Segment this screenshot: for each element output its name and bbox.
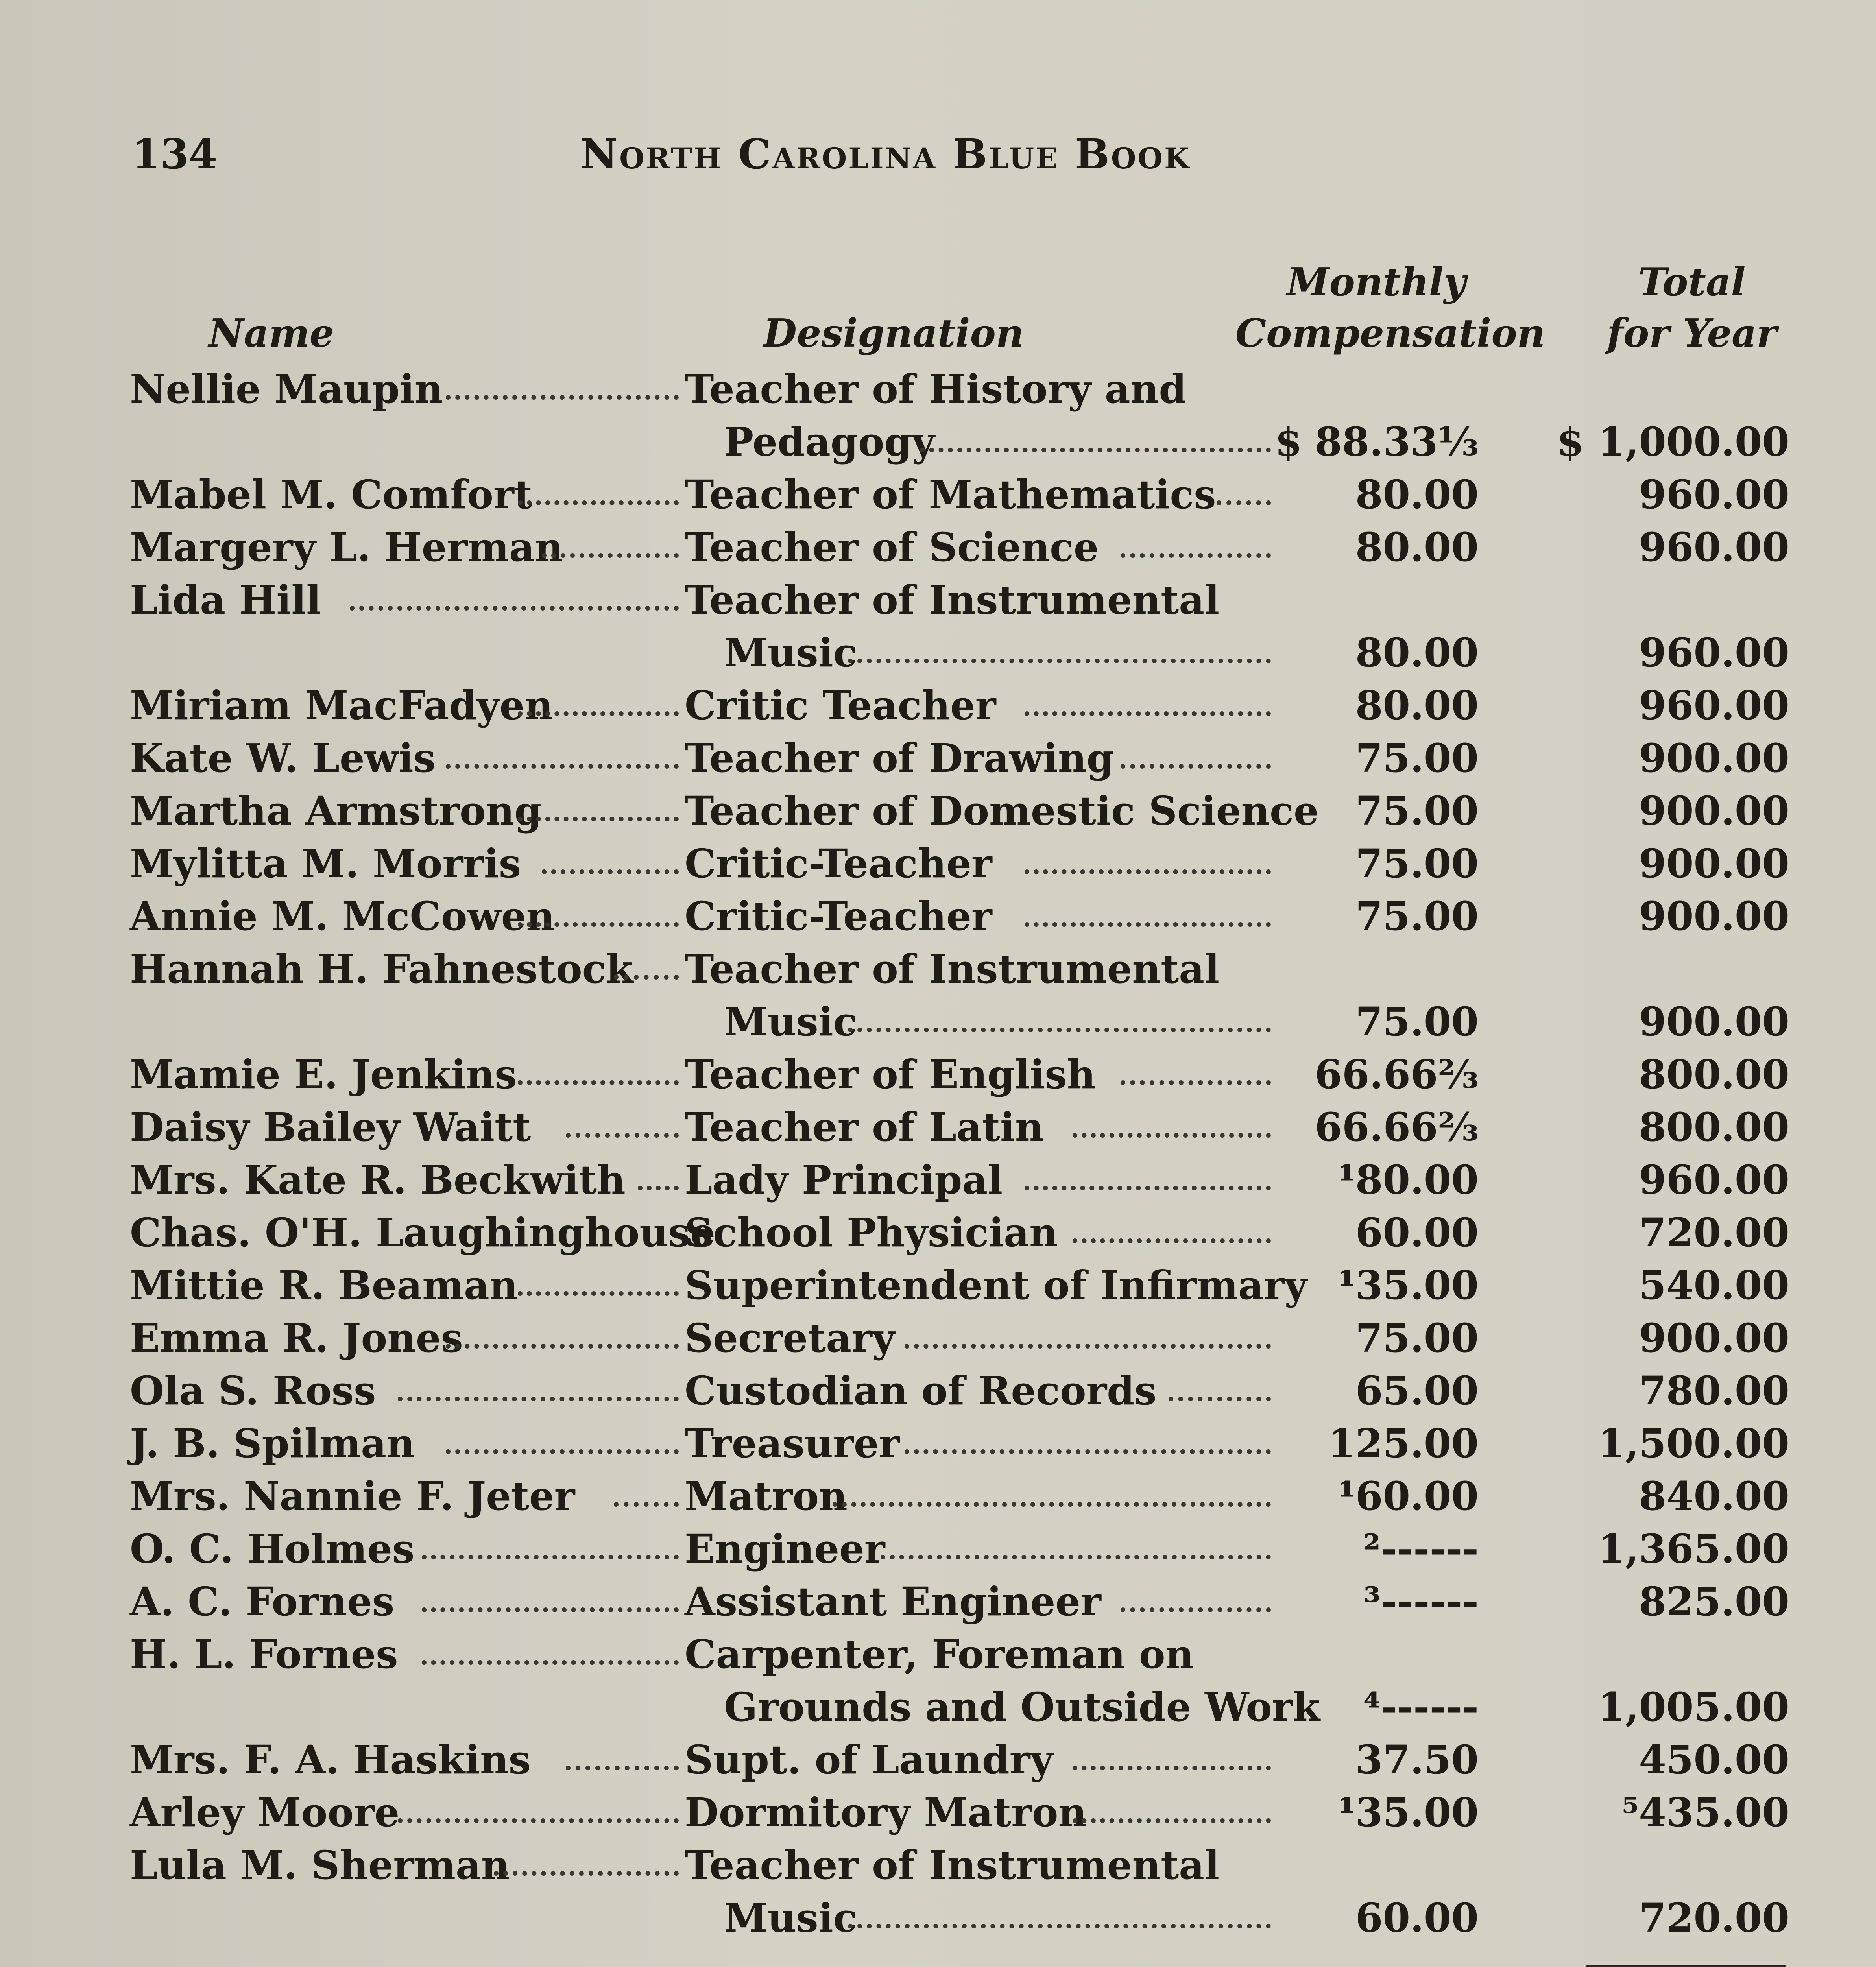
designation-leader	[1073, 1238, 1271, 1243]
staff-row	[0, 893, 1876, 946]
designation-leader	[1169, 1397, 1271, 1401]
staff-row	[0, 1157, 1876, 1209]
staff-designation: Dormitory Matron	[685, 1789, 1087, 1836]
staff-row	[0, 1315, 1876, 1367]
name-leader	[518, 817, 679, 821]
total-for-year: 1,500.00	[1597, 1420, 1789, 1467]
staff-row	[0, 1789, 1876, 1842]
staff-designation-continued: Music	[724, 1895, 857, 1941]
col-header-monthly-1: Monthly	[1287, 260, 1466, 305]
designation-leader	[848, 1924, 1271, 1928]
staff-name: J. B. Spilman	[130, 1420, 415, 1467]
staff-row-continued	[0, 998, 1876, 1051]
monthly-compensation: 75.00	[1355, 1315, 1479, 1361]
staff-designation: Critic-Teacher	[685, 840, 992, 887]
staff-name: Mamie E. Jenkins	[130, 1051, 517, 1098]
staff-row	[0, 735, 1876, 788]
staff-row	[0, 1209, 1876, 1262]
col-header-designation: Designation	[763, 311, 1024, 356]
staff-name: Mrs. F. A. Haskins	[130, 1736, 531, 1783]
total-for-year: 800.00	[1639, 1051, 1789, 1098]
monthly-compensation: ¹35.00	[1338, 1789, 1479, 1836]
name-leader	[518, 1080, 679, 1085]
staff-row	[0, 1578, 1876, 1631]
col-header-monthly-2: Compensation	[1235, 311, 1545, 356]
designation-leader	[905, 1344, 1271, 1349]
monthly-compensation: 60.00	[1355, 1895, 1479, 1941]
total-for-year: 900.00	[1639, 788, 1789, 834]
staff-designation: Superintendent of Infirmary	[685, 1262, 1307, 1308]
staff-name: H. L. Fornes	[130, 1631, 398, 1677]
monthly-compensation: 75.00	[1355, 840, 1479, 887]
monthly-compensation: 80.00	[1355, 471, 1479, 518]
staff-designation: Teacher of Domestic Science	[685, 788, 1319, 834]
name-leader	[422, 1607, 679, 1612]
name-leader	[542, 869, 679, 874]
monthly-compensation: 65.00	[1355, 1367, 1479, 1414]
name-leader	[542, 553, 679, 558]
staff-name: Annie M. McCowen	[130, 893, 555, 939]
staff-row	[0, 524, 1876, 577]
staff-designation: Critic-Teacher	[685, 893, 992, 939]
monthly-compensation: 80.00	[1355, 629, 1479, 676]
designation-leader	[1073, 1133, 1271, 1138]
staff-designation: School Physician	[685, 1209, 1058, 1256]
monthly-compensation: 37.50	[1355, 1736, 1479, 1783]
name-leader	[446, 1344, 679, 1349]
total-for-year: 450.00	[1639, 1736, 1789, 1783]
total-for-year: 1,005.00	[1597, 1684, 1789, 1730]
total-for-year: 800.00	[1639, 1104, 1789, 1150]
staff-name: Mrs. Kate R. Beckwith	[130, 1157, 626, 1203]
staff-designation-continued: Grounds and Outside Work	[724, 1684, 1320, 1730]
name-leader	[518, 500, 679, 505]
monthly-compensation: ²------	[1363, 1526, 1479, 1572]
designation-leader	[1121, 1607, 1271, 1612]
total-for-year: 540.00	[1639, 1262, 1789, 1308]
designation-leader	[905, 1449, 1271, 1454]
name-leader	[518, 1291, 679, 1296]
staff-name: Arley Moore	[130, 1789, 400, 1836]
monthly-compensation: 88.33⅓	[1315, 419, 1479, 465]
staff-name: Daisy Bailey Waitt	[130, 1104, 531, 1150]
staff-row	[0, 1526, 1876, 1578]
name-leader	[398, 1818, 679, 1823]
total-for-year: 960.00	[1639, 682, 1789, 729]
staff-row	[0, 1262, 1876, 1315]
staff-designation: Teacher of Mathematics	[685, 471, 1216, 518]
monthly-compensation: 75.00	[1355, 735, 1479, 781]
staff-name: Mylitta M. Morris	[130, 840, 521, 887]
staff-row	[0, 1631, 1876, 1684]
staff-row-continued	[0, 419, 1876, 471]
designation-leader	[881, 1555, 1271, 1559]
total-for-year: 960.00	[1639, 629, 1789, 676]
designation-leader	[1073, 1766, 1271, 1770]
staff-designation: Teacher of Instrumental	[685, 577, 1220, 623]
total-rule-top	[1586, 1965, 1786, 1967]
staff-row-continued	[0, 1895, 1876, 1947]
staff-name: Miriam MacFadyen	[130, 682, 553, 729]
staff-row	[0, 366, 1876, 419]
staff-name: Mrs. Nannie F. Jeter	[130, 1473, 575, 1519]
monthly-compensation: 66.66⅔	[1315, 1051, 1479, 1098]
name-leader	[446, 1449, 679, 1454]
staff-designation: Teacher of English	[685, 1051, 1096, 1098]
staff-designation: Engineer	[685, 1526, 885, 1572]
total-for-year: 780.00	[1639, 1367, 1789, 1414]
total-for-year: 720.00	[1639, 1895, 1789, 1941]
staff-row	[0, 682, 1876, 735]
name-leader	[518, 922, 679, 927]
staff-designation-continued: Pedagogy	[724, 419, 935, 465]
designation-leader	[920, 448, 1271, 452]
col-header-name: Name	[209, 311, 334, 356]
staff-row-continued	[0, 1684, 1876, 1736]
staff-name: Chas. O'H. Laughinghouse	[130, 1209, 715, 1256]
dollar-sign: $	[1275, 419, 1302, 465]
designation-leader	[1121, 764, 1271, 769]
name-leader	[398, 1397, 679, 1401]
staff-designation: Lady Principal	[685, 1157, 1003, 1203]
staff-name: Hannah H. Fahnestock	[130, 946, 633, 992]
designation-leader	[833, 1502, 1271, 1507]
staff-row	[0, 1420, 1876, 1473]
staff-name: Lula M. Sherman	[130, 1842, 510, 1888]
staff-name: Mittie R. Beaman	[130, 1262, 518, 1308]
staff-row	[0, 471, 1876, 524]
staff-designation: Critic Teacher	[685, 682, 996, 729]
monthly-compensation: ¹80.00	[1338, 1157, 1479, 1203]
monthly-compensation: 66.66⅔	[1315, 1104, 1479, 1150]
name-leader	[566, 1766, 679, 1770]
name-leader	[422, 1660, 679, 1665]
staff-row	[0, 1473, 1876, 1526]
monthly-compensation: ¹35.00	[1338, 1262, 1479, 1308]
staff-designation: Matron	[685, 1473, 848, 1519]
name-leader	[350, 606, 679, 611]
name-leader	[614, 1502, 679, 1507]
total-for-year: 720.00	[1639, 1209, 1789, 1256]
total-for-year: 900.00	[1639, 735, 1789, 781]
staff-name: Nellie Maupin	[130, 366, 443, 412]
staff-row	[0, 1104, 1876, 1157]
staff-name: Kate W. Lewis	[130, 735, 436, 781]
staff-designation: Treasurer	[685, 1420, 900, 1467]
designation-leader	[1121, 1080, 1271, 1085]
monthly-compensation: 75.00	[1355, 788, 1479, 834]
monthly-compensation: 80.00	[1355, 682, 1479, 729]
staff-designation: Secretary	[685, 1315, 895, 1361]
col-header-total-1: Total	[1638, 260, 1746, 305]
staff-name: O. C. Holmes	[130, 1526, 415, 1572]
staff-row	[0, 1367, 1876, 1420]
designation-leader	[1025, 869, 1271, 874]
total-for-year: 825.00	[1639, 1578, 1789, 1625]
running-title: North Carolina Blue Book	[580, 130, 1191, 178]
total-for-year: $ 1,000.00	[1557, 419, 1789, 465]
staff-designation-continued: Music	[724, 998, 857, 1045]
staff-designation: Carpenter, Foreman on	[685, 1631, 1194, 1677]
total-for-year: 900.00	[1639, 1315, 1789, 1361]
designation-leader	[1025, 711, 1271, 716]
designation-leader	[1025, 1186, 1271, 1190]
name-leader	[638, 1186, 679, 1190]
staff-designation: Supt. of Laundry	[685, 1736, 1053, 1783]
total-for-year: 960.00	[1639, 1157, 1789, 1203]
staff-designation: Teacher of Instrumental	[685, 1842, 1220, 1888]
monthly-compensation: ¹60.00	[1338, 1473, 1479, 1519]
staff-designation: Teacher of Instrumental	[685, 946, 1220, 992]
designation-leader	[1217, 500, 1271, 505]
staff-row	[0, 788, 1876, 840]
staff-row	[0, 1842, 1876, 1895]
name-leader	[494, 1871, 679, 1876]
monthly-compensation: 80.00	[1355, 524, 1479, 570]
name-leader	[614, 975, 679, 980]
monthly-compensation: ⁴------	[1363, 1684, 1479, 1730]
staff-name: Ola S. Ross	[130, 1367, 376, 1414]
monthly-compensation: 75.00	[1355, 998, 1479, 1045]
designation-leader	[1073, 1818, 1271, 1823]
staff-designation: Teacher of Drawing	[685, 735, 1114, 781]
total-for-year: 900.00	[1639, 840, 1789, 887]
staff-designation-continued: Music	[724, 629, 857, 676]
total-for-year: ⁵435.00	[1621, 1789, 1789, 1836]
total-for-year: 840.00	[1639, 1473, 1789, 1519]
staff-row	[0, 840, 1876, 893]
total-for-year: 960.00	[1639, 524, 1789, 570]
monthly-compensation: 125.00	[1328, 1420, 1479, 1467]
monthly-compensation: ³------	[1363, 1578, 1479, 1625]
col-header-total-2: for Year	[1606, 311, 1777, 356]
name-leader	[446, 395, 679, 400]
designation-leader	[848, 1028, 1271, 1032]
staff-row	[0, 946, 1876, 998]
name-leader	[446, 764, 679, 769]
staff-designation: Assistant Engineer	[685, 1578, 1101, 1625]
designation-leader	[848, 659, 1271, 663]
designation-leader	[1025, 922, 1271, 927]
staff-name: Mabel M. Comfort	[130, 471, 532, 518]
staff-row	[0, 577, 1876, 629]
staff-name: Margery L. Herman	[130, 524, 563, 570]
name-leader	[422, 1555, 679, 1559]
name-leader	[518, 711, 679, 716]
total-for-year: 900.00	[1639, 893, 1789, 939]
staff-row-continued	[0, 629, 1876, 682]
staff-row	[0, 1736, 1876, 1789]
total-for-year: 1,365.00	[1597, 1526, 1789, 1572]
name-leader	[566, 1133, 679, 1138]
staff-name: Lida Hill	[130, 577, 321, 623]
staff-name: Emma R. Jones	[130, 1315, 463, 1361]
staff-name: A. C. Fornes	[130, 1578, 395, 1625]
staff-row	[0, 1051, 1876, 1104]
monthly-compensation: 60.00	[1355, 1209, 1479, 1256]
designation-leader	[1121, 553, 1271, 558]
staff-designation: Teacher of History and	[685, 366, 1187, 412]
total-for-year: 900.00	[1639, 998, 1789, 1045]
page-number: 134	[132, 130, 218, 178]
staff-designation: Custodian of Records	[685, 1367, 1157, 1414]
total-for-year: 960.00	[1639, 471, 1789, 518]
monthly-compensation: 75.00	[1355, 893, 1479, 939]
staff-designation: Teacher of Science	[685, 524, 1099, 570]
staff-name: Martha Armstrong	[130, 788, 542, 834]
staff-designation: Teacher of Latin	[685, 1104, 1044, 1150]
